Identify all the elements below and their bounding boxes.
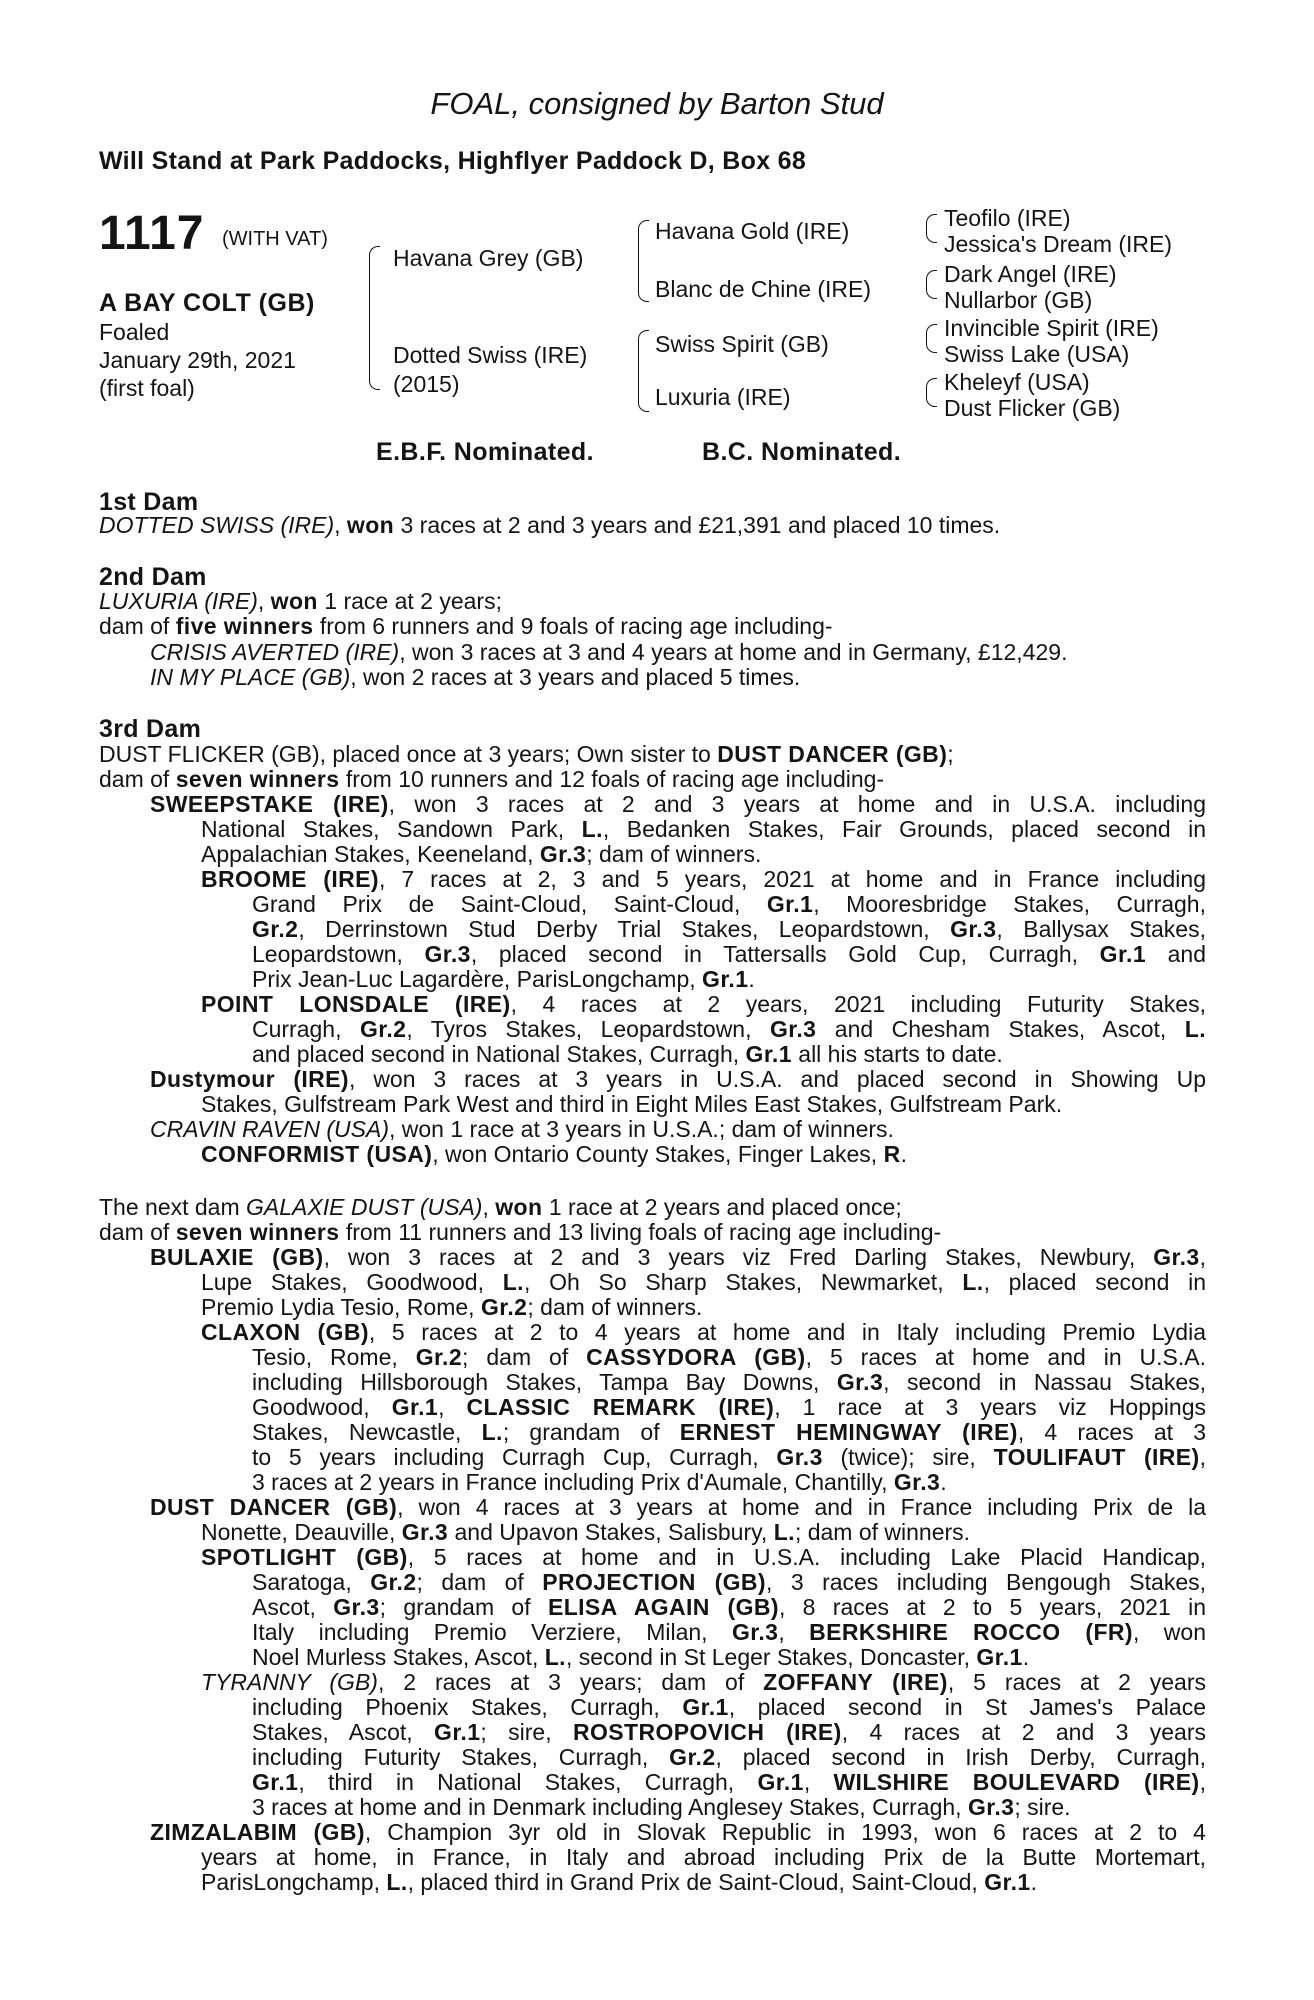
pedigree-brace-g2 [926, 270, 937, 299]
next-dam-line-11: to 5 years including Curragh Cup, Curragh, Gr.3 (twice); sire, TOULIFAUT (IRE), [252, 1444, 1206, 1470]
third-dam-line-10: Prix Jean-Luc Lagardère, ParisLongchamp, Gr.1. [252, 966, 755, 992]
vat-note: (WITH VAT) [222, 228, 328, 250]
next-dam-line-8: including Hillsborough Stakes, Tampa Bay Downs, Gr.3, second in Nassau Stakes, [252, 1369, 1206, 1395]
third-dam-line-13: and placed second in National Stakes, Curragh, Gr.1 all his starts to date. [252, 1041, 1003, 1067]
pedigree-g3-7: Kheleyf (USA) [944, 369, 1090, 395]
next-dam-line-14: Nonette, Deauville, Gr.3 and Upavon Stakes, Salisbury, L.; dam of winners. [201, 1519, 971, 1545]
pedigree-g3-2: Jessica's Dream (IRE) [944, 231, 1173, 257]
third-dam-line-14: Dustymour (IRE), won 3 races at 3 years in U.S.A. and placed second in Showing Up [150, 1066, 1206, 1092]
next-dam-line-21: including Phoenix Stakes, Curragh, Gr.1, placed second in St James's Palace [252, 1694, 1206, 1720]
third-dam-line-6: BROOME (IRE), 7 races at 2, 3 and 5 years, 2021 at home and in France including [201, 866, 1206, 892]
third-dam-line-12: Curragh, Gr.2, Tyros Stakes, Leopardstown, Gr.3 and Chesham Stakes, Ascot, L. [252, 1016, 1207, 1042]
pedigree-g3-8: Dust Flicker (GB) [944, 395, 1121, 421]
pedigree-brace-sire [638, 220, 649, 302]
pedigree-dam: Dotted Swiss (IRE) [393, 342, 588, 368]
next-dam-line-9: Goodwood, Gr.1, CLASSIC REMARK (IRE), 1 race at 3 years viz Hoppings [252, 1394, 1206, 1420]
third-dam-line-9: Leopardstown, Gr.3, placed second in Tattersalls Gold Cup, Curragh, Gr.1 and [252, 941, 1206, 967]
next-dam-line-6: CLAXON (GB), 5 races at 2 to 4 years at home and in Italy including Premio Lydia [201, 1319, 1206, 1345]
next-dam-line-28: ParisLongchamp, L., placed third in Grand Prix de Saint-Cloud, Saint-Cloud, Gr.1. [201, 1869, 1037, 1895]
third-dam-line-16: CRAVIN RAVEN (USA), won 1 race at 3 years in U.S.A.; dam of winners. [150, 1116, 894, 1142]
pedigree-g3-6: Swiss Lake (USA) [944, 341, 1130, 367]
third-dam-line-3: SWEEPSTAKE (IRE), won 3 races at 2 and 3 years at home and in U.S.A. including [150, 791, 1207, 817]
next-dam-line-12: 3 races at 2 years in France including Prix d'Aumale, Chantilly, Gr.3. [252, 1469, 947, 1495]
next-dam-line-10: Stakes, Newcastle, L.; grandam of ERNEST HEMINGWAY (IRE), 4 races at 3 [252, 1419, 1206, 1445]
pedigree-dam-sire: Swiss Spirit (GB) [655, 331, 829, 357]
next-dam-line-20: TYRANNY (GB), 2 races at 3 years; dam of ZOFFANY (IRE), 5 races at 2 years [201, 1669, 1207, 1695]
next-dam-line-22: Stakes, Ascot, Gr.1; sire, ROSTROPOVICH (IRE), 4 races at 2 and 3 years [252, 1719, 1206, 1745]
pedigree-sire: Havana Grey (GB) [393, 245, 584, 271]
next-dam-line-26: ZIMZALABIM (GB), Champion 3yr old in Slovak Republic in 1993, won 6 races at 2 to 4 [150, 1819, 1206, 1845]
third-dam-line-15: Stakes, Gulfstream Park West and third in Eight Miles East Stakes, Gulfstream Park. [201, 1091, 1063, 1117]
bc-nomination: B.C. Nominated. [702, 438, 902, 466]
next-dam-line-3: BULAXIE (GB), won 3 races at 2 and 3 years viz Fred Darling Stakes, Newbury, Gr.3, [150, 1244, 1206, 1270]
next-dam-line-5: Premio Lydia Tesio, Rome, Gr.2; dam of winners. [201, 1294, 703, 1320]
first-dam-heading: 1st Dam [99, 488, 199, 516]
next-dam-line-2: dam of seven winners from 11 runners and 13 living foals of racing age including- [99, 1219, 942, 1245]
stand-location: Will Stand at Park Paddocks, Highflyer Paddock D, Box 68 [99, 147, 807, 175]
third-dam-heading: 3rd Dam [99, 715, 202, 743]
lot-number: 1117 [99, 207, 205, 260]
dam-name: LUXURIA (IRE) [99, 588, 258, 614]
next-dam-line-24: Gr.1, third in National Stakes, Curragh, Gr.1, WILSHIRE BOULEVARD (IRE), [252, 1769, 1206, 1795]
next-dam-line-25: 3 races at home and in Denmark including Anglesey Stakes, Curragh, Gr.3; sire. [252, 1794, 1071, 1820]
next-dam-line-18: Italy including Premio Verziere, Milan, Gr.3, BERKSHIRE ROCCO (FR), won [252, 1619, 1206, 1645]
ebf-nomination: E.B.F. Nominated. [376, 438, 594, 466]
pedigree-dam-year: (2015) [393, 371, 460, 397]
first-foal-note: (first foal) [99, 375, 195, 401]
next-dam-line-15: SPOTLIGHT (GB), 5 races at home and in U.S.A. including Lake Placid Handicap, [201, 1544, 1206, 1570]
next-dam-line-13: DUST DANCER (GB), won 4 races at 3 years at home and in France including Prix de la [150, 1494, 1207, 1520]
pedigree-brace-g1 [926, 214, 937, 243]
third-dam-line-11: POINT LONSDALE (IRE), 4 races at 2 years, 2021 including Futurity Stakes, [201, 991, 1206, 1017]
dam-name: DOTTED SWISS (IRE) [99, 512, 335, 538]
pedigree-dam-dam: Luxuria (IRE) [655, 384, 791, 410]
second-dam-line-1: LUXURIA (IRE), won 1 race at 2 years; [99, 588, 502, 614]
won-label: won [346, 512, 395, 538]
pedigree-brace-g4 [926, 378, 937, 407]
pedigree-g3-1: Teofilo (IRE) [944, 205, 1071, 231]
horse-description: A BAY COLT (GB) [99, 289, 315, 317]
third-dam-line-1: DUST FLICKER (GB), placed once at 3 years; Own sister to DUST DANCER (GB); [99, 741, 954, 767]
third-dam-line-5: Appalachian Stakes, Keeneland, Gr.3; dam of winners. [201, 841, 762, 867]
second-dam-heading: 2nd Dam [99, 563, 207, 591]
next-dam-line-17: Ascot, Gr.3; grandam of ELISA AGAIN (GB), 8 races at 2 to 5 years, 2021 in [252, 1594, 1206, 1620]
next-dam-line-19: Noel Murless Stakes, Ascot, L., second in St Leger Stakes, Doncaster, Gr.1. [252, 1644, 1030, 1670]
second-dam-line-4: IN MY PLACE (GB), won 2 races at 3 years and placed 5 times. [150, 664, 801, 690]
pedigree-g3-5: Invincible Spirit (IRE) [944, 315, 1159, 341]
pedigree-g3-3: Dark Angel (IRE) [944, 261, 1117, 287]
second-dam-line-3: CRISIS AVERTED (IRE), won 3 races at 3 and 4 years at home and in Germany, £12,429. [150, 639, 1068, 665]
page-title: FOAL, consigned by Barton Stud [430, 86, 884, 121]
pedigree-sire-dam: Blanc de Chine (IRE) [655, 276, 872, 302]
foaled-label: Foaled [99, 319, 170, 345]
pedigree-sire-sire: Havana Gold (IRE) [655, 218, 850, 244]
foaled-date: January 29th, 2021 [99, 347, 296, 373]
third-dam-line-17: CONFORMIST (USA), won Ontario County Stakes, Finger Lakes, R. [201, 1141, 907, 1167]
pedigree-brace-main [369, 246, 380, 390]
pedigree-brace-dam [638, 330, 649, 412]
third-dam-line-2: dam of seven winners from 10 runners and 12 foals of racing age including- [99, 766, 885, 792]
next-dam-line-23: including Futurity Stakes, Curragh, Gr.2, placed second in Irish Derby, Curragh, [252, 1744, 1207, 1770]
first-dam-line: DOTTED SWISS (IRE), won 3 races at 2 and 3 years and £21,391 and placed 10 times. [99, 512, 1001, 538]
next-dam-line-27: years at home, in France, in Italy and abroad including Prix de la Butte Mortemart, [201, 1844, 1206, 1870]
third-dam-line-4: National Stakes, Sandown Park, L., Bedanken Stakes, Fair Grounds, placed second in [201, 816, 1206, 842]
next-dam-line-16: Saratoga, Gr.2; dam of PROJECTION (GB), 3 races including Bengough Stakes, [252, 1569, 1207, 1595]
next-dam-line-7: Tesio, Rome, Gr.2; dam of CASSYDORA (GB), 5 races at home and in U.S.A. [252, 1344, 1207, 1370]
pedigree-brace-g3 [926, 324, 937, 353]
next-dam-line-1: The next dam GALAXIE DUST (USA), won 1 race at 2 years and placed once; [99, 1194, 902, 1220]
next-dam-line-4: Lupe Stakes, Goodwood, L., Oh So Sharp Stakes, Newmarket, L., placed second in [201, 1269, 1206, 1295]
third-dam-line-8: Gr.2, Derrinstown Stud Derby Trial Stakes, Leopardstown, Gr.3, Ballysax Stakes, [252, 916, 1206, 942]
second-dam-line-2: dam of five winners from 6 runners and 9 foals of racing age including- [99, 613, 833, 639]
third-dam-line-7: Grand Prix de Saint-Cloud, Saint-Cloud, Gr.1, Mooresbridge Stakes, Curragh, [252, 891, 1206, 917]
pedigree-g3-4: Nullarbor (GB) [944, 287, 1093, 313]
